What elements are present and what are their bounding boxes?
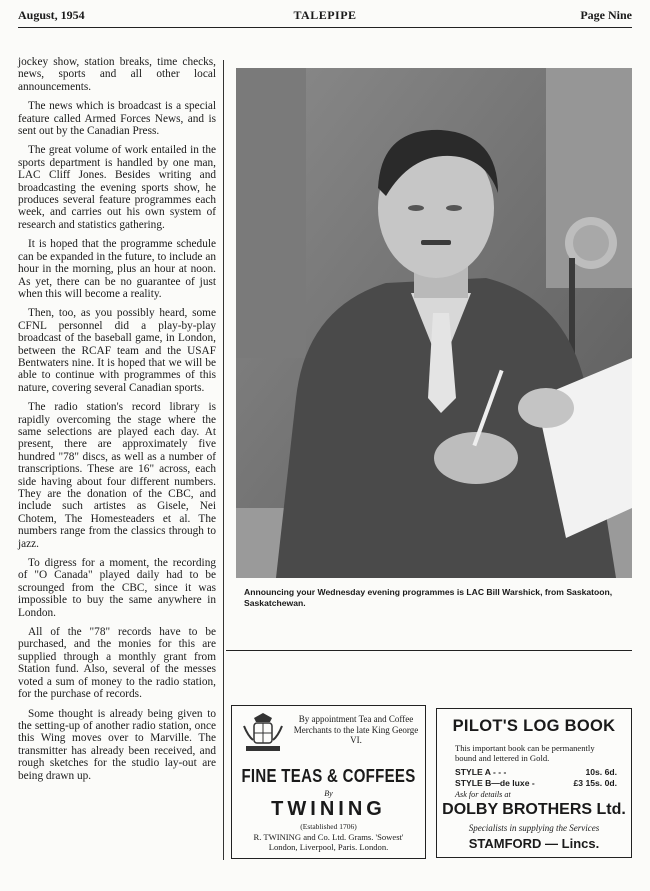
twining-by: By (324, 789, 333, 798)
style-b-row (455, 778, 617, 788)
article-paragraph: To digress for a moment, the recording of "O Canada" played daily had to be scrounged from the CBC, since it was impossible to buy the same anywhere in London. (18, 557, 216, 619)
article-column (18, 56, 216, 789)
issue-date: August, 1954 (18, 8, 85, 22)
publication-title: TALEPIPE (293, 8, 357, 22)
pilot-logbook-advertisement (436, 708, 632, 858)
pilot-logbook-description: This important book can be permanently bound and lettered in Gold. (455, 743, 595, 763)
article-paragraph: The news which is broadcast is a special feature called Armed Forces News, and is sent out by the Canadian Press. (18, 100, 216, 138)
ad-section-rule (226, 650, 632, 651)
style-a-label: STYLE A - - - (455, 767, 507, 777)
article-paragraph: It is hoped that the programme schedule can be expanded in the future, to include an hour in the morning, plus an hour at noon. As yet, there can be no guarantee of just when this will become a reality. (18, 238, 216, 300)
pilot-logbook-title: PILOT'S LOG BOOK (452, 717, 616, 735)
twining-address-line1: R. TWINING and Co. Ltd. Grams. 'Sowest' (253, 832, 404, 842)
page-number: Page Nine (580, 8, 632, 22)
twining-brand: TWINING (271, 798, 386, 820)
twining-address (238, 832, 419, 852)
article-paragraph: Then, too, as you possibly heard, some CFNL personnel did a play-by-play broadcast of the baseball game, in London, between the RCAF team and the USAF Bentwaters nine. It is hoped that we will be able to continue with programmes of this nature, covering several Canadian sports. (18, 307, 216, 394)
announcer-photo-image (236, 68, 632, 578)
article-paragraph: jockey show, station breaks, time checks, news, sports and all other local announcements. (18, 56, 216, 93)
dolby-brothers-name: DOLBY BROTHERS Ltd. (442, 801, 626, 818)
twining-headline: FINE TEAS & COFFEES (241, 766, 416, 787)
announcer-photo (236, 68, 632, 578)
twining-advertisement (231, 705, 426, 859)
column-divider (223, 60, 224, 860)
royal-crest-icon (240, 712, 286, 756)
article-paragraph: The radio station's record library is rapidly overcoming the stage where the same selections are played each day. At present, there are approximately five hundred "78" discs, as well as a number of transcriptions. These are 16" across, each side having about four different numbers. They are the donation of the CBC, and include such artistes as Gisele, Nei Chotem, The Homesteaders et al. The numbers range from the classics through to jazz. (18, 401, 216, 550)
header-rule (18, 27, 632, 28)
ask-for-details: Ask for details at (455, 790, 511, 799)
royal-appointment-text: By appointment Tea and Coffee Merchants to the late King George VI. (293, 714, 419, 745)
twining-established: (Established 1706) (300, 822, 357, 831)
page-header (18, 8, 632, 24)
style-a-price: 10s. 6d. (585, 767, 617, 777)
article-paragraph: The great volume of work entailed in the sports department is handled by one man, LAC Cliff Jones. Besides writing and broadcasting the evening sports show, he produces several feature programmes each week, and carries out his own system of research and statistics gathering. (18, 144, 216, 231)
article-paragraph: Some thought is already being given to the setting-up of another radio station, once this Wing moves over to Marville. The transmitter has already been received, and rough sketches for the studio lay-out are being drawn up. (18, 707, 216, 782)
style-b-label: STYLE B—de luxe - (455, 778, 535, 788)
photo-caption: Announcing your Wednesday evening programmes is LAC Bill Warshick, from Saskatoon, Saskatchewan. (244, 587, 613, 608)
dolby-location: STAMFORD — Lincs. (468, 836, 600, 851)
article-paragraph: All of the "78" records have to be purchased, and the monies for this are supplied through a monthly grant from Station fund. Also, several of the messes voted a sum of money to the radio station, for the purchase of records. (18, 626, 216, 701)
dolby-specialists: Specialists in supplying the Services (468, 823, 600, 833)
twining-address-line2: London, Liverpool, Paris. London. (268, 842, 389, 852)
style-a-row (455, 767, 617, 777)
style-b-price: £3 15s. 0d. (573, 778, 617, 788)
